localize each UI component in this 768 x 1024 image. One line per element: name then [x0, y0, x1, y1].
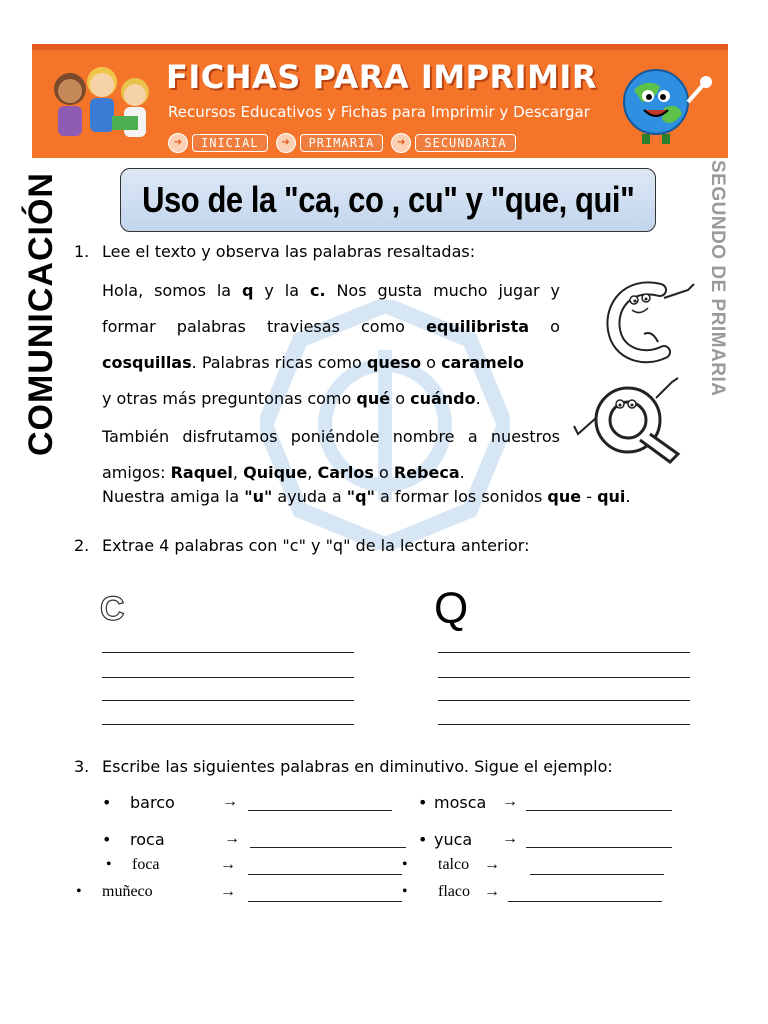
word-muneco: muñeco	[102, 883, 153, 900]
answer-line-muneco[interactable]	[248, 901, 402, 902]
letter-c-outline: C	[100, 590, 125, 628]
question-1-prompt: Lee el texto y observa las palabras resaltadas:	[102, 242, 476, 261]
bullet: •	[418, 830, 428, 849]
nav-inicial[interactable]: ➜ INICIAL	[168, 132, 268, 154]
arrow-icon: →	[502, 793, 518, 810]
question-1-number: 1.	[74, 242, 90, 261]
arrow-icon: →	[502, 830, 518, 847]
answer-line-flaco[interactable]	[508, 901, 662, 902]
subject-label: COMUNICACIÓN	[22, 172, 60, 456]
site-subtitle: Recursos Educativos y Fichas para Imprimir y Descargar	[168, 103, 590, 121]
reading-line-3: cosquillas. Palabras ricas como queso o caramelo	[102, 353, 525, 372]
word-flaco: flaco	[438, 883, 470, 900]
answer-line-c-3[interactable]	[102, 700, 354, 701]
letter-q-label: Q	[434, 584, 469, 633]
bullet: •	[418, 793, 428, 812]
grade-label: SEGUNDO DE PRIMARIA	[707, 160, 728, 397]
reading-line-1: Hola, somos la q y la c. Nos gusta mucho jugar y	[102, 281, 560, 300]
nav-primaria[interactable]: ➜ PRIMARIA	[276, 132, 384, 154]
globe-mascot-icon	[612, 62, 718, 150]
reading-line-5: También disfrutamos poniéndole nombre a nuestros	[102, 427, 560, 446]
answer-line-roca[interactable]	[250, 847, 406, 848]
site-title: FICHAS PARA IMPRIMIR	[166, 58, 597, 96]
arrow-circle-icon: ➜	[168, 133, 188, 153]
arrow-circle-icon: ➜	[276, 133, 296, 153]
reading-line-6: amigos: Raquel, Quique, Carlos o Rebeca.	[102, 463, 465, 482]
answer-line-q-1[interactable]	[438, 652, 690, 653]
answer-line-yuca[interactable]	[526, 847, 672, 848]
arrow-circle-icon: ➜	[391, 133, 411, 153]
answer-line-q-2[interactable]	[438, 677, 690, 678]
reading-line-7: Nuestra amiga la "u" ayuda a "q" a formar los sonidos que - qui.	[102, 487, 631, 506]
answer-line-talco[interactable]	[530, 874, 664, 875]
answer-line-c-4[interactable]	[102, 724, 354, 725]
question-3-prompt: Escribe las siguientes palabras en diminutivo. Sigue el ejemplo:	[102, 757, 613, 776]
question-2-number: 2.	[74, 536, 90, 555]
arrow-icon: →	[222, 793, 238, 810]
answer-line-q-4[interactable]	[438, 724, 690, 725]
arrow-icon: →	[220, 883, 236, 900]
arrow-icon: →	[484, 883, 500, 900]
answer-line-c-2[interactable]	[102, 677, 354, 678]
reading-line-4: y otras más preguntonas como qué o cuándo.	[102, 389, 481, 408]
answer-line-barco[interactable]	[248, 810, 392, 811]
letter-c-character-icon	[598, 276, 702, 368]
arrow-icon: →	[220, 856, 236, 873]
question-3-number: 3.	[74, 757, 90, 776]
nav-secundaria[interactable]: ➜ SECUNDARIA	[391, 132, 515, 154]
word-roca: roca	[130, 830, 165, 849]
word-mosca: mosca	[434, 793, 487, 812]
bullet: •	[102, 793, 112, 812]
arrow-icon: →	[484, 856, 500, 873]
bullet: •	[402, 856, 408, 873]
worksheet-title-box	[120, 168, 656, 232]
answer-line-foca[interactable]	[248, 874, 402, 875]
answer-line-c-1[interactable]	[102, 652, 354, 653]
bullet: •	[76, 883, 82, 900]
worksheet-title: Uso de la "ca, co , cu" y "que, qui"	[141, 179, 635, 220]
word-barco: barco	[130, 793, 175, 812]
answer-line-q-3[interactable]	[438, 700, 690, 701]
word-talco: talco	[438, 856, 470, 873]
children-illustration-icon	[40, 54, 160, 154]
word-yuca: yuca	[434, 830, 473, 849]
arrow-icon: →	[224, 830, 240, 847]
bullet: •	[102, 830, 112, 849]
bullet: •	[106, 856, 112, 873]
nav-bar	[168, 132, 516, 154]
reading-line-2: formar palabras traviesas como equilibrista o	[102, 317, 560, 336]
answer-line-mosca[interactable]	[526, 810, 672, 811]
watermark-logo-icon	[260, 300, 510, 550]
word-foca: foca	[132, 856, 160, 873]
letter-q-character-icon	[570, 374, 690, 470]
bullet: •	[402, 883, 408, 900]
question-2-prompt: Extrae 4 palabras con "c" y "q" de la lectura anterior:	[102, 536, 530, 555]
